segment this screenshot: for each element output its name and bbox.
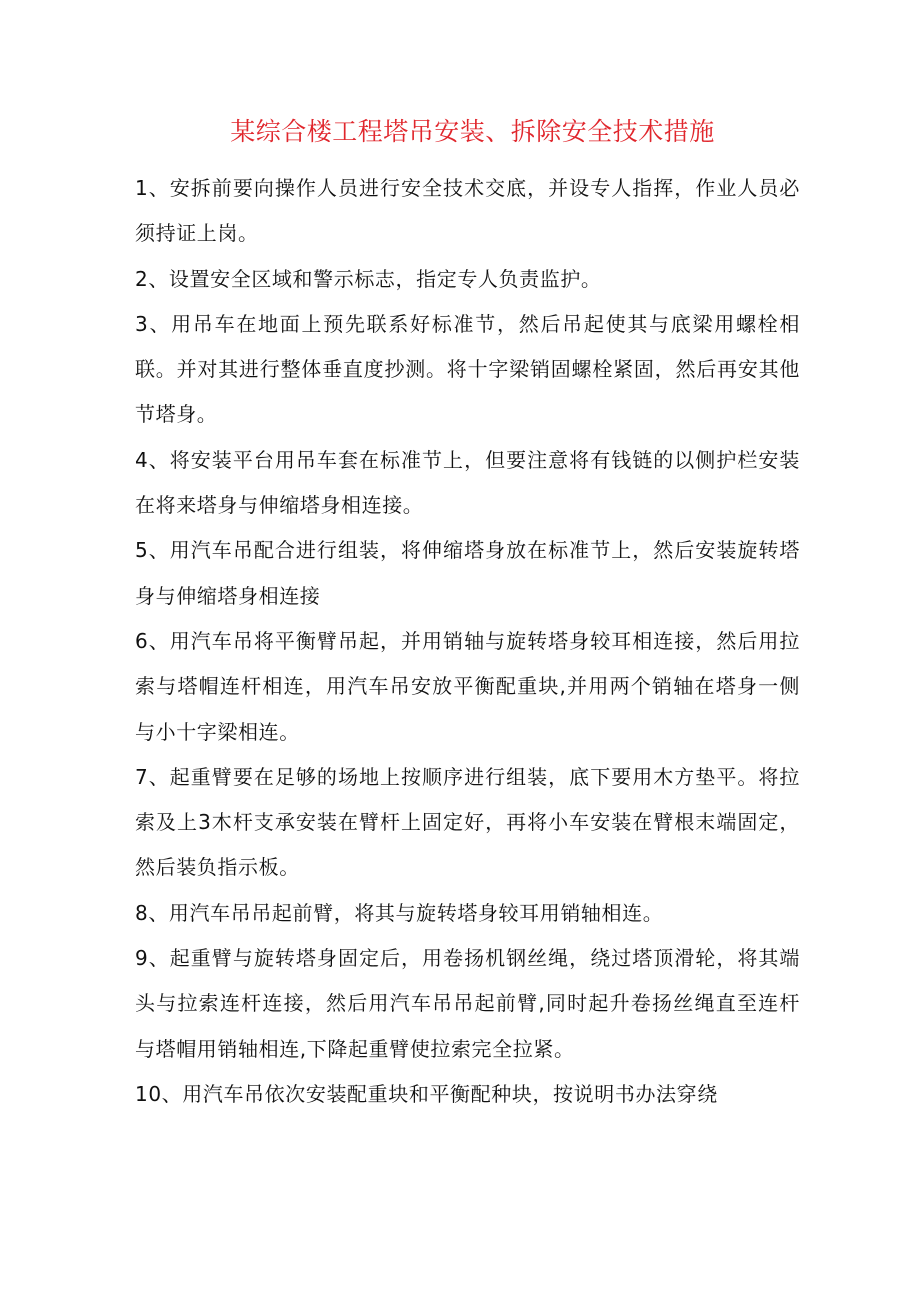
measure-item-3: 3、用吊车在地面上预先联系好标准节，然后吊起使其与底梁用螺栓相联。并对其进行整体垂直度抄测。将十字梁销固螺栓紧固，然后再安其他节塔身。 [135, 311, 800, 427]
measure-item-6: 6、用汽车吊将平衡臂吊起，并用销轴与旋转塔身较耳相连接，然后用拉索与塔帽连杆相连，用汽车吊安放平衡配重块,并用两个销轴在塔身一侧与小十字梁相连。 [135, 628, 800, 744]
measure-item-1: 1、安拆前要向操作人员进行安全技术交底，并设专人指挥，作业人员必须持证上岗。 [135, 176, 800, 246]
document-title: 某综合楼工程塔吊安装、拆除安全技术措施 [230, 117, 715, 146]
measure-item-5: 5、用汽车吊配合进行组装，将伸缩塔身放在标准节上，然后安装旋转塔身与伸缩塔身相连接 [135, 538, 800, 608]
measures-list [135, 166, 800, 1117]
measure-item-9: 9、起重臂与旋转塔身固定后，用卷扬机钢丝绳，绕过塔顶滑轮，将其端头与拉索连杆连接，然后用汽车吊吊起前臂,同时起升卷扬丝绳直至连杆与塔帽用销轴相连,下降起重臂使拉索完全拉紧。 [135, 946, 800, 1061]
measure-item-2: 2、设置安全区域和警示标志，指定专人负责监护。 [135, 266, 602, 291]
measure-item-10: 10、用汽车吊依次安装配重块和平衡配种块，按说明书办法穿绕 [135, 1081, 718, 1106]
measure-item-8: 8、用汽车吊吊起前臂，将其与旋转塔身较耳用销轴相连。 [135, 900, 664, 925]
measure-item-4: 4、将安装平台用吊车套在标准节上，但要注意将有钱链的以侧护栏安装在将来塔身与伸缩塔身相连接。 [135, 447, 800, 518]
measure-item-7: 7、起重臂要在足够的场地上按顺序进行组装，底下要用木方垫平。将拉索及上3木杆支承安装在臂杆上固定好，再将小车安装在臂根末端固定，然后装负指示板。 [135, 764, 800, 880]
